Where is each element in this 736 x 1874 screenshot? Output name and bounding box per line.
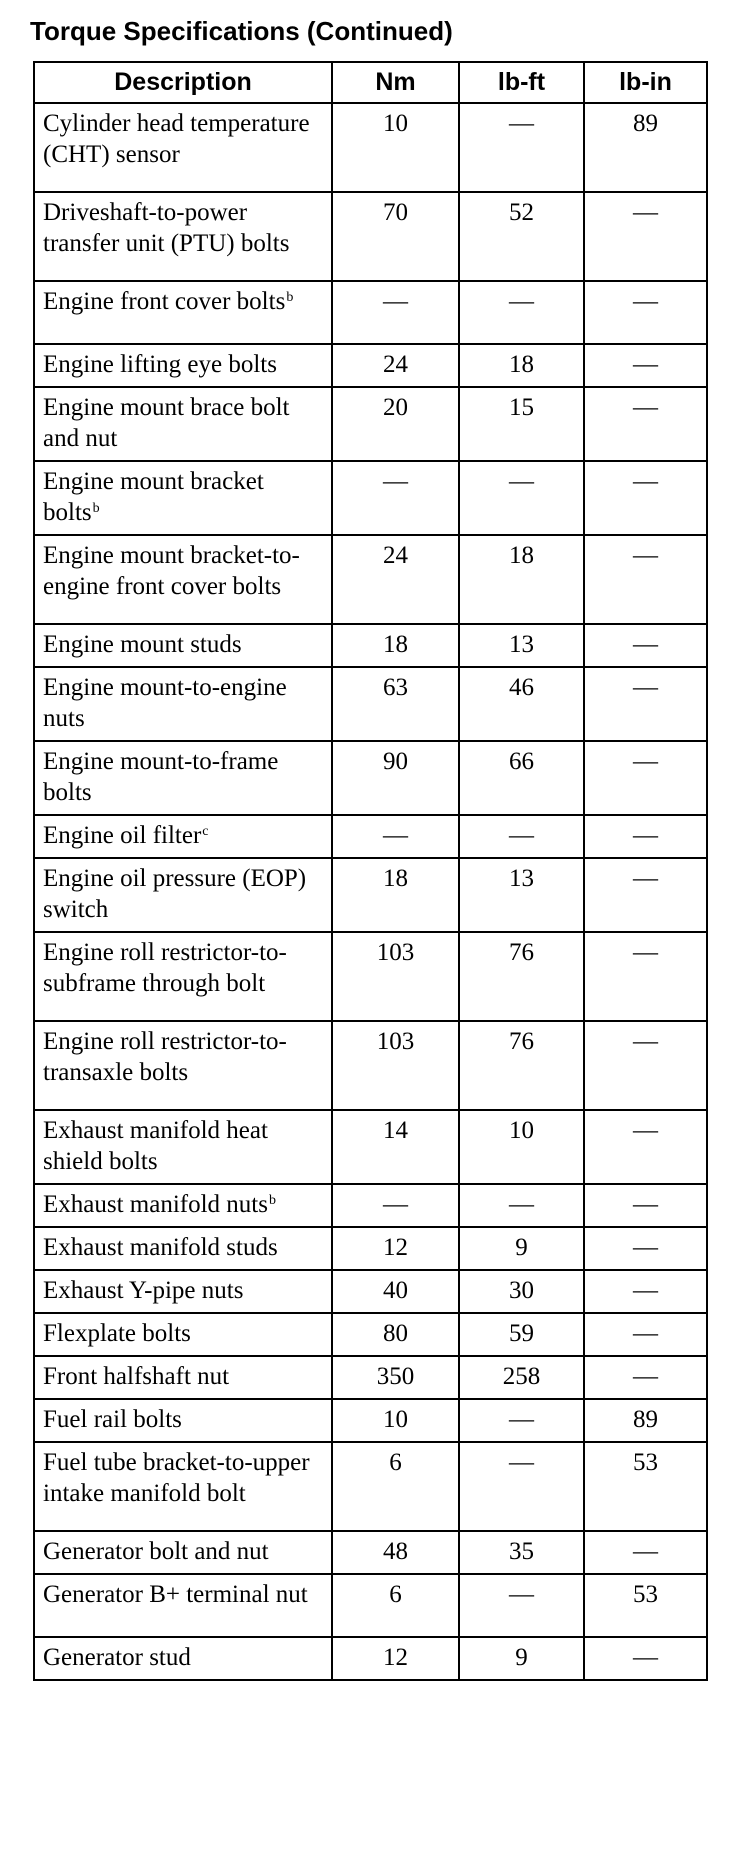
lbin-cell: —	[584, 1227, 707, 1270]
description-cell	[34, 461, 332, 535]
lbin-cell: —	[584, 1270, 707, 1313]
lbft-cell: —	[459, 1399, 584, 1442]
lbin-cell: —	[584, 1531, 707, 1574]
description-cell	[34, 1021, 332, 1110]
nm-cell: —	[332, 1184, 459, 1227]
table-row	[34, 1531, 707, 1574]
nm-cell: 40	[332, 1270, 459, 1313]
table-row	[34, 192, 707, 281]
table-row	[34, 535, 707, 624]
nm-cell: 10	[332, 1399, 459, 1442]
table-row	[34, 741, 707, 815]
description-cell	[34, 1270, 332, 1313]
table-row	[34, 667, 707, 741]
table-row	[34, 1313, 707, 1356]
lbft-cell: 66	[459, 741, 584, 815]
lbft-cell: 76	[459, 932, 584, 1021]
description-text: Front halfshaft nut	[43, 1363, 230, 1390]
nm-cell: 12	[332, 1637, 459, 1680]
description-text: Exhaust Y-pipe nuts	[43, 1277, 244, 1304]
lbin-cell: —	[584, 192, 707, 281]
lbft-cell: 35	[459, 1531, 584, 1574]
description-cell	[34, 1110, 332, 1184]
description-cell	[34, 1184, 332, 1227]
nm-cell: 103	[332, 932, 459, 1021]
description-text: Fuel rail bolts	[43, 1406, 182, 1433]
lbin-cell: —	[584, 1110, 707, 1184]
description-cell	[34, 741, 332, 815]
lbin-cell: —	[584, 1021, 707, 1110]
nm-cell: 6	[332, 1574, 459, 1637]
description-text: Engine oil pressure (EOP) switch	[43, 865, 307, 923]
description-cell	[34, 1356, 332, 1399]
description-cell	[34, 667, 332, 741]
lbft-cell: 52	[459, 192, 584, 281]
lbft-cell: 46	[459, 667, 584, 741]
table-row	[34, 1442, 707, 1531]
description-text: Generator B+ terminal nut	[43, 1581, 308, 1608]
nm-cell: 24	[332, 535, 459, 624]
description-text: Engine oil filter	[43, 822, 202, 849]
lbin-cell: —	[584, 858, 707, 932]
table-row	[34, 1021, 707, 1110]
nm-cell: 350	[332, 1356, 459, 1399]
description-cell	[34, 932, 332, 1021]
nm-cell: 90	[332, 741, 459, 815]
table-row	[34, 344, 707, 387]
description-text: Exhaust manifold heat shield bolts	[43, 1117, 268, 1175]
description-cell	[34, 1442, 332, 1531]
description-cell	[34, 624, 332, 667]
description-cell	[34, 535, 332, 624]
lbin-cell: —	[584, 344, 707, 387]
lbin-cell: —	[584, 932, 707, 1021]
table-row	[34, 815, 707, 858]
nm-cell: —	[332, 815, 459, 858]
lbin-cell: —	[584, 1184, 707, 1227]
lbin-cell: —	[584, 281, 707, 344]
lbft-cell: —	[459, 815, 584, 858]
lbft-cell: —	[459, 1442, 584, 1531]
nm-cell: 18	[332, 624, 459, 667]
table-row	[34, 1574, 707, 1637]
torque-spec-table	[33, 61, 708, 1681]
description-text: Engine mount-to-frame bolts	[43, 748, 279, 806]
nm-cell: 10	[332, 103, 459, 192]
description-cell	[34, 281, 332, 344]
lbft-cell: 258	[459, 1356, 584, 1399]
description-text: Engine roll restrictor-to-transaxle bolts	[43, 1028, 287, 1086]
lbft-cell: 9	[459, 1227, 584, 1270]
lbft-cell: 59	[459, 1313, 584, 1356]
description-text: Engine mount brace bolt and nut	[43, 394, 290, 452]
footnote-marker: c	[202, 824, 209, 839]
table-row	[34, 1356, 707, 1399]
lbin-cell: —	[584, 1313, 707, 1356]
lbft-cell: 13	[459, 858, 584, 932]
header-lbft: lb-ft	[459, 62, 584, 103]
table-row	[34, 103, 707, 192]
header-description: Description	[34, 62, 332, 103]
description-cell	[34, 192, 332, 281]
description-text: Engine mount-to-engine nuts	[43, 674, 287, 732]
description-cell	[34, 1637, 332, 1680]
lbft-cell: —	[459, 281, 584, 344]
lbin-cell: 53	[584, 1442, 707, 1531]
description-text: Engine mount bracket-to-engine front cover bolts	[43, 542, 300, 600]
description-cell	[34, 387, 332, 461]
nm-cell: —	[332, 281, 459, 344]
description-text: Engine mount bracket bolts	[43, 468, 264, 526]
lbft-cell: —	[459, 1574, 584, 1637]
lbft-cell: 15	[459, 387, 584, 461]
description-text: Driveshaft-to-power transfer unit (PTU) bolts	[43, 199, 290, 257]
lbin-cell: 89	[584, 103, 707, 192]
table-body	[34, 103, 707, 1680]
description-text: Generator stud	[43, 1644, 191, 1671]
footnote-marker: b	[268, 1193, 276, 1208]
lbin-cell: —	[584, 387, 707, 461]
description-text: Engine roll restrictor-to-subframe through bolt	[43, 939, 287, 997]
lbin-cell: —	[584, 624, 707, 667]
nm-cell: 6	[332, 1442, 459, 1531]
description-cell	[34, 858, 332, 932]
nm-cell: 24	[332, 344, 459, 387]
footnote-marker: b	[92, 501, 100, 516]
description-text: Exhaust manifold studs	[43, 1234, 278, 1261]
description-text: Fuel tube bracket-to-upper intake manifold bolt	[43, 1449, 310, 1507]
table-header-row	[34, 62, 707, 103]
header-lbin: lb-in	[584, 62, 707, 103]
table-row	[34, 461, 707, 535]
description-text: Engine mount studs	[43, 631, 242, 658]
description-text: Engine lifting eye bolts	[43, 351, 277, 378]
table-row	[34, 1399, 707, 1442]
description-cell	[34, 344, 332, 387]
lbin-cell: 89	[584, 1399, 707, 1442]
nm-cell: 12	[332, 1227, 459, 1270]
description-cell	[34, 103, 332, 192]
lbft-cell: —	[459, 461, 584, 535]
table-row	[34, 281, 707, 344]
lbft-cell: —	[459, 103, 584, 192]
lbft-cell: 10	[459, 1110, 584, 1184]
table-row	[34, 1227, 707, 1270]
lbft-cell: 76	[459, 1021, 584, 1110]
nm-cell: 103	[332, 1021, 459, 1110]
lbin-cell: —	[584, 535, 707, 624]
description-cell	[34, 815, 332, 858]
description-text: Cylinder head temperature (CHT) sensor	[43, 110, 310, 168]
lbin-cell: —	[584, 741, 707, 815]
table-row	[34, 858, 707, 932]
nm-cell: 80	[332, 1313, 459, 1356]
description-cell	[34, 1399, 332, 1442]
lbft-cell: 18	[459, 535, 584, 624]
lbft-cell: —	[459, 1184, 584, 1227]
lbin-cell: 53	[584, 1574, 707, 1637]
description-cell	[34, 1227, 332, 1270]
table-row	[34, 1110, 707, 1184]
lbin-cell: —	[584, 1637, 707, 1680]
nm-cell: 14	[332, 1110, 459, 1184]
lbin-cell: —	[584, 667, 707, 741]
table-row	[34, 1184, 707, 1227]
nm-cell: 20	[332, 387, 459, 461]
nm-cell: 63	[332, 667, 459, 741]
lbft-cell: 13	[459, 624, 584, 667]
lbft-cell: 30	[459, 1270, 584, 1313]
description-text: Engine front cover bolts	[43, 288, 286, 315]
footnote-marker: b	[286, 290, 294, 305]
nm-cell: 70	[332, 192, 459, 281]
header-nm: Nm	[332, 62, 459, 103]
description-text: Generator bolt and nut	[43, 1538, 269, 1565]
table-row	[34, 624, 707, 667]
lbin-cell: —	[584, 461, 707, 535]
page-title: Torque Specifications (Continued)	[30, 16, 453, 46]
description-cell	[34, 1313, 332, 1356]
table-row	[34, 932, 707, 1021]
description-cell	[34, 1574, 332, 1637]
nm-cell: —	[332, 461, 459, 535]
lbin-cell: —	[584, 815, 707, 858]
table-row	[34, 1637, 707, 1680]
nm-cell: 18	[332, 858, 459, 932]
nm-cell: 48	[332, 1531, 459, 1574]
table-row	[34, 387, 707, 461]
description-cell	[34, 1531, 332, 1574]
table-row	[34, 1270, 707, 1313]
lbft-cell: 9	[459, 1637, 584, 1680]
lbin-cell: —	[584, 1356, 707, 1399]
description-text: Exhaust manifold nuts	[43, 1191, 268, 1218]
lbft-cell: 18	[459, 344, 584, 387]
description-text: Flexplate bolts	[43, 1320, 191, 1347]
